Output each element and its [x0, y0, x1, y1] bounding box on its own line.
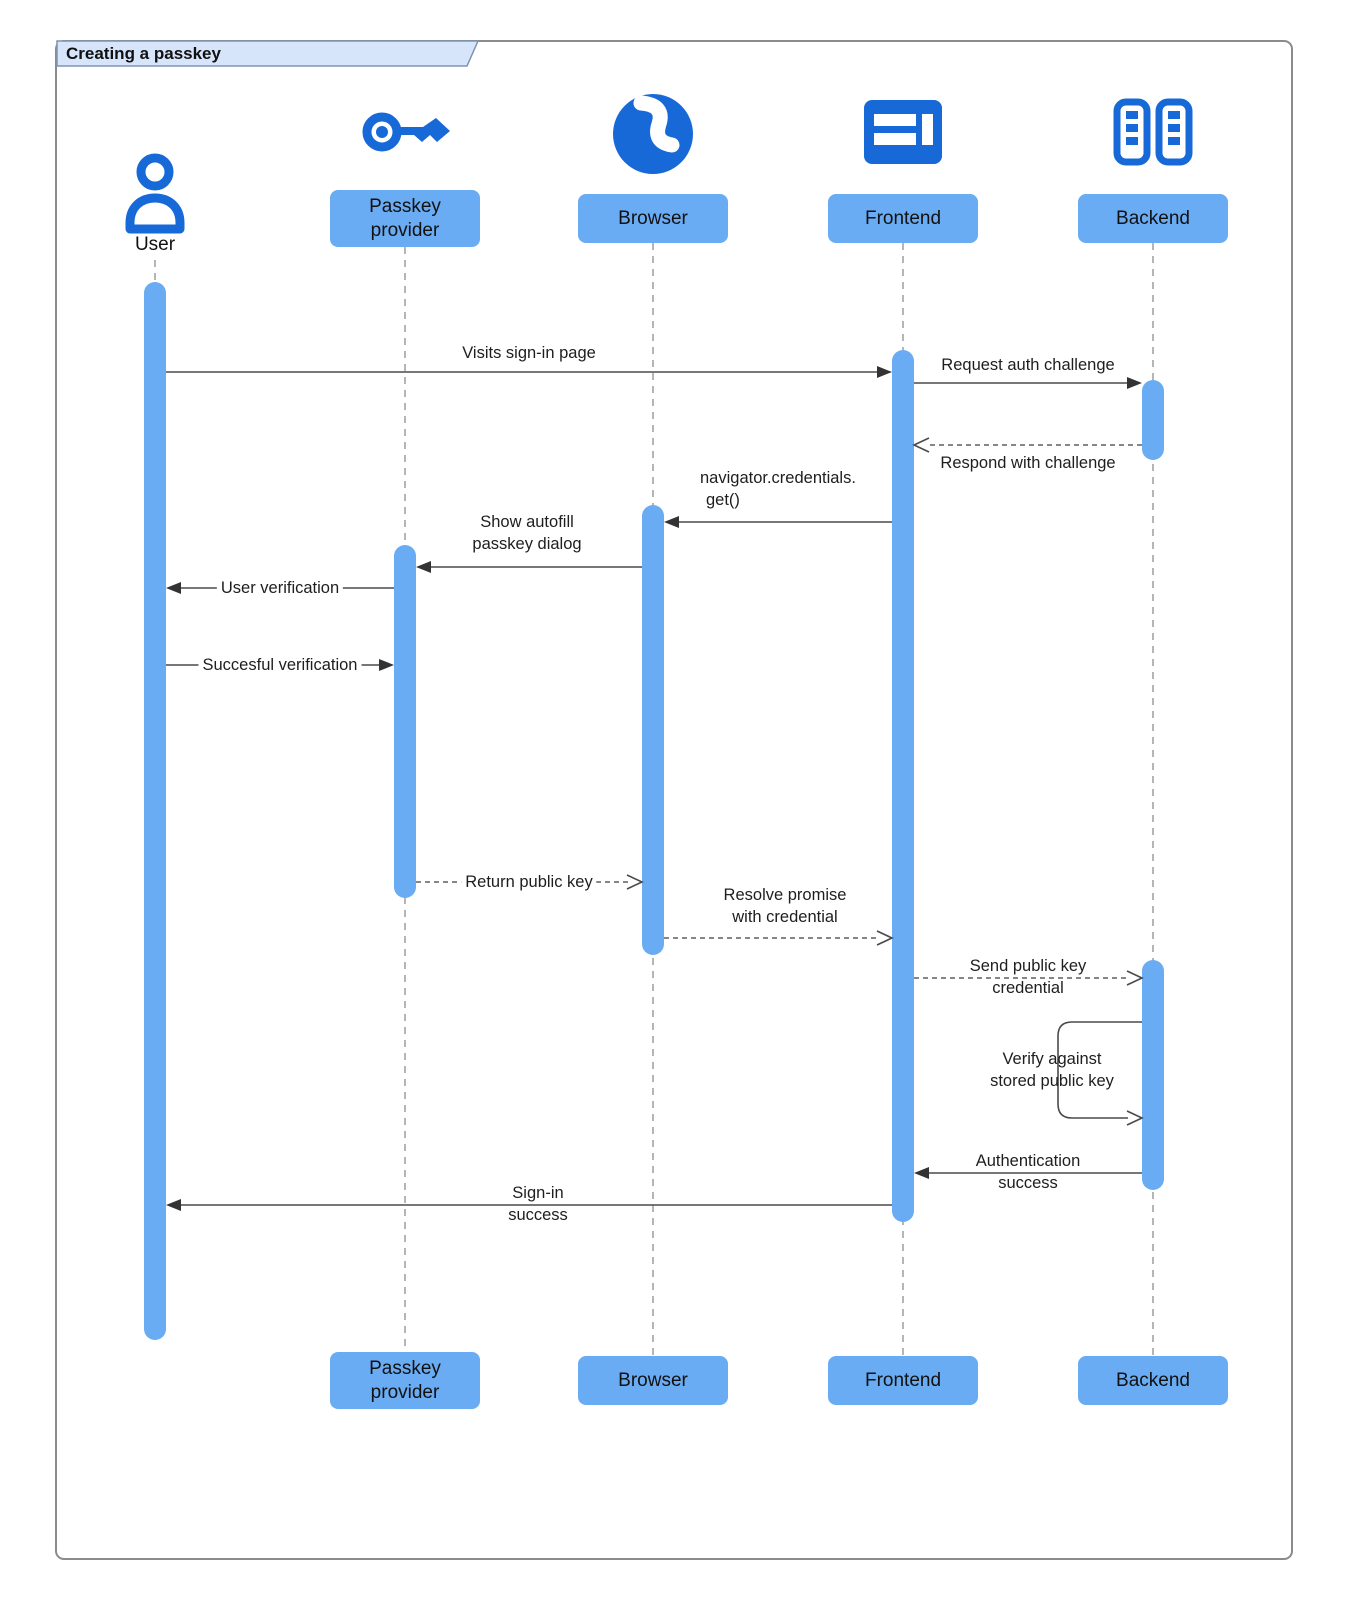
actor-box-passkey-provider-top [330, 190, 480, 247]
message-line: Send public key [969, 957, 1087, 975]
message-label-send-public-key [970, 955, 1087, 999]
actor-box-label: Browser [618, 207, 688, 229]
arrowhead-authentication-success [914, 1167, 929, 1179]
message-label-navigator-credentials-get [700, 467, 856, 511]
message-line: passkey dialog [472, 535, 582, 553]
activation-bar-backend-2 [1142, 960, 1164, 1190]
message-line: navigator.credentials. [700, 469, 856, 487]
actor-box-label: Frontend [864, 1369, 942, 1391]
message-label-resolve-promise [724, 884, 847, 928]
arrowhead-return-public-key [627, 875, 642, 889]
message-line: Sign-in [512, 1184, 564, 1202]
arrowhead-respond-challenge [914, 438, 929, 452]
key-icon [359, 103, 453, 166]
server-icon [1113, 98, 1193, 171]
actor-box-label: Backend [1116, 1369, 1190, 1391]
actor-box-backend-top [1078, 194, 1228, 243]
actor-box-label: Browser [618, 1369, 688, 1391]
message-line: Verify against [1002, 1050, 1102, 1068]
activation-bar-frontend [892, 350, 914, 1222]
actor-box-label: Passkey provider [369, 195, 441, 241]
arrowhead-show-autofill [416, 561, 431, 573]
actor-box-browser-top [578, 194, 728, 243]
arrowhead-navigator-get [664, 516, 679, 528]
browser-window-icon [864, 100, 942, 169]
actor-box-frontend-bottom [828, 1356, 978, 1405]
message-line: get() [706, 491, 740, 509]
arrowhead-request-auth [1127, 377, 1142, 389]
message-line: Resolve promise [723, 886, 847, 904]
globe-icon [611, 92, 695, 181]
arrowhead-sign-in-success [166, 1199, 181, 1211]
arrowhead-send-credential [1127, 971, 1142, 985]
message-line: Authentication [975, 1152, 1081, 1170]
actor-box-label: Passkey provider [369, 1357, 441, 1403]
arrowhead-resolve-promise [877, 931, 892, 945]
message-label-authentication-success [976, 1150, 1081, 1194]
arrowhead-self-loop [1127, 1111, 1142, 1125]
message-line: success [508, 1206, 568, 1224]
actor-box-backend-bottom [1078, 1356, 1228, 1405]
actor-box-passkey-provider-bottom [330, 1352, 480, 1409]
activation-bar-browser [642, 505, 664, 955]
actor-box-browser-bottom [578, 1356, 728, 1405]
actor-box-frontend-top [828, 194, 978, 243]
message-label-show-autofill [472, 511, 581, 555]
message-line: Show autofill [480, 513, 574, 531]
activation-bar-backend-1 [1142, 380, 1164, 460]
actor-label-user: User [134, 234, 176, 255]
message-label-verify-against-stored-key [990, 1048, 1114, 1092]
message-line: credential [992, 979, 1064, 997]
open-arrowheads [627, 438, 1142, 1125]
message-line: with credential [732, 908, 838, 926]
arrowhead-succesful-verification [379, 659, 394, 671]
arrowhead-user-verification [166, 582, 181, 594]
actor-box-label: Frontend [864, 207, 942, 229]
message-label-user-verification: User verification [217, 577, 343, 599]
message-label-request-auth-challenge: Request auth challenge [941, 356, 1115, 374]
message-label-return-public-key: Return public key [461, 871, 596, 893]
activation-bar-passkey-provider [394, 545, 416, 898]
message-label-succesful-verification: Succesful verification [199, 654, 362, 676]
activation-bar-user [144, 282, 166, 1340]
message-label-respond-with-challenge: Respond with challenge [940, 454, 1116, 472]
actor-box-label: Backend [1116, 207, 1190, 229]
message-label-sign-in-success [508, 1182, 568, 1226]
message-line: success [998, 1174, 1058, 1192]
diagram-title: Creating a passkey [66, 44, 221, 63]
user-icon [124, 152, 186, 241]
arrowhead-visits-sign-in [877, 366, 892, 378]
message-label-visits-sign-in: Visits sign-in page [462, 344, 596, 362]
message-line: stored public key [990, 1072, 1114, 1090]
